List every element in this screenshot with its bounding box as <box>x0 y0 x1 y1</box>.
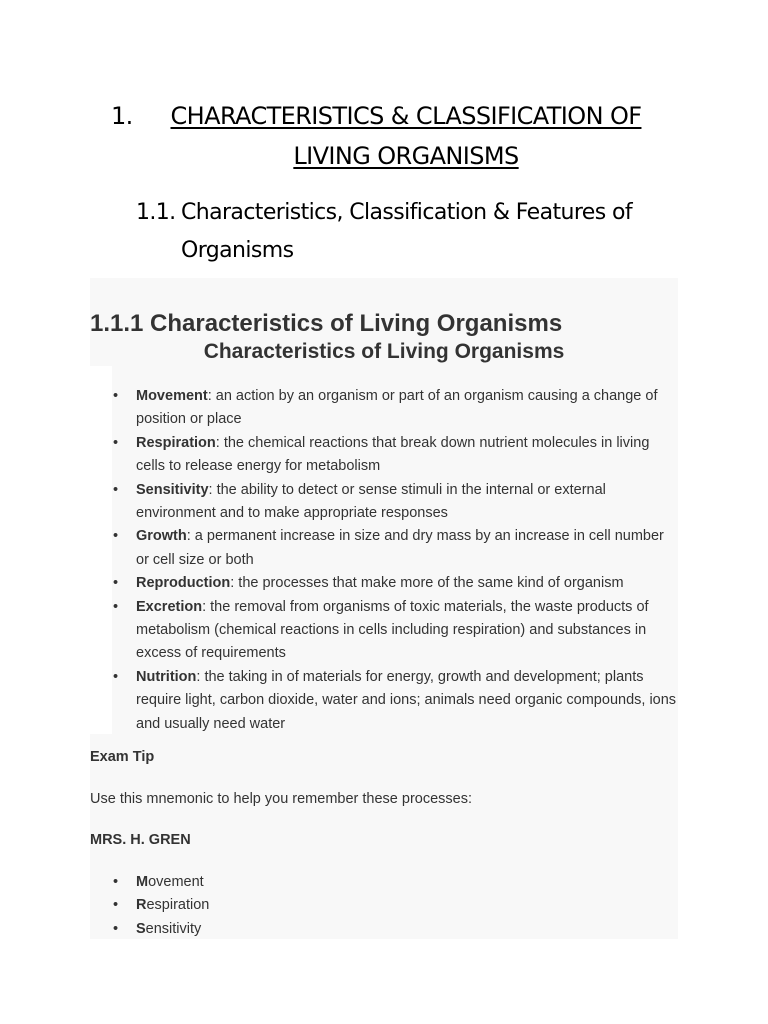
mnemonic-rest: espiration <box>146 897 210 914</box>
definition-text: : the ability to detect or sense stimuli in the internal or external environment and to make appropriate responses <box>136 481 606 522</box>
definition-text: : the taking in of materials for energy, growth and development; plants require light, carbon dioxide, water and ions; animals need organic compounds, ions and usually need water <box>136 668 677 732</box>
mnemonic-list <box>90 871 680 941</box>
mnemonic-letter: R <box>136 897 147 914</box>
definition-text: : a permanent increase in size and dry mass by an increase in cell number or cell size or both <box>136 528 664 568</box>
definition-item <box>90 666 680 736</box>
definition-item <box>90 596 680 666</box>
definition-item <box>90 572 680 595</box>
definition-item <box>90 432 680 479</box>
definition-term: Growth <box>136 528 187 545</box>
definition-text: : the processes that make more of the same kind of organism <box>230 575 624 592</box>
definition-item <box>90 525 680 572</box>
definition-text: : the chemical reactions that break down nutrient molecules in living cells to release energy for metabolism <box>136 434 650 475</box>
chapter-number: 1. <box>111 102 133 130</box>
definition-text: : an action by an organism or part of an organism causing a change of position or place <box>136 388 658 428</box>
mnemonic-letter: M <box>136 874 149 890</box>
definitions-list <box>90 385 680 736</box>
section-title: Characteristics, Classification & Features of Organisms <box>181 200 632 263</box>
mnemonic-item <box>90 918 680 941</box>
definition-term: Reproduction <box>136 575 231 592</box>
exam-tip-label: Exam Tip <box>90 749 155 765</box>
definition-term: Movement <box>136 388 208 404</box>
mnemonic-rest: ensitivity <box>145 920 202 937</box>
definition-item <box>90 479 680 526</box>
chapter-heading <box>111 96 671 176</box>
mnemonic-letter: S <box>136 920 146 937</box>
section-number: 1.1. <box>136 200 176 225</box>
definition-item <box>90 385 680 432</box>
section-heading <box>136 194 696 270</box>
mnemonic-rest: ovement <box>148 874 204 890</box>
definition-term: Respiration <box>136 434 216 451</box>
definition-term: Sensitivity <box>136 481 209 498</box>
subsection-heading: 1.1.1 Characteristics of Living Organisms <box>90 310 563 337</box>
definition-term: Nutrition <box>136 668 197 685</box>
chapter-title: CHARACTERISTICS & CLASSIFICATION OF LIVING ORGANISMS <box>170 102 642 170</box>
definition-term: Excretion <box>136 598 203 615</box>
mnemonic: MRS. H. GREN <box>90 832 191 848</box>
mnemonic-intro: Use this mnemonic to help you remember these processes: <box>90 791 473 807</box>
mnemonic-item <box>90 871 680 894</box>
mnemonic-item <box>90 894 680 917</box>
subsection-subheading: Characteristics of Living Organisms <box>203 340 565 363</box>
definition-text: : the removal from organisms of toxic materials, the waste products of metabolism (chemical reactions in cells including respiration) and substances in excess of requirements <box>136 598 649 662</box>
